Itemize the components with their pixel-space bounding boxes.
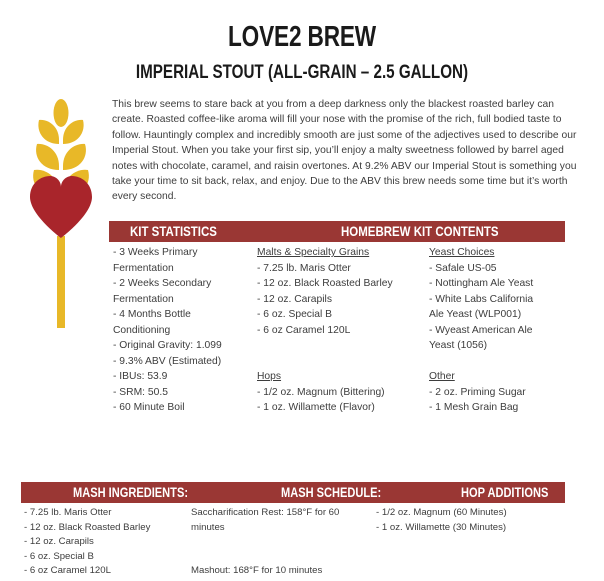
list-item: - 1 oz. Willamette (Flavor) (257, 402, 375, 413)
homebrew-kit-contents-heading: HOMEBREW KIT CONTENTS (341, 223, 499, 239)
list-item: - Safale US-05 (429, 262, 497, 274)
stats-banner (109, 221, 565, 242)
wheat-grain-icon (36, 144, 59, 170)
wheat-heart-logo (20, 96, 102, 328)
list-item: - 6 oz Caramel 120L (257, 324, 351, 336)
yeast-and-other-column (422, 245, 572, 416)
list-item: - 1 Mesh Grain Bag (429, 402, 519, 413)
list-item: - 12 oz. Black Roasted Barley (24, 521, 151, 533)
mash-ingredients-column (21, 506, 188, 579)
list-item: Fermentation (113, 293, 174, 305)
list-item: - 3 Weeks Primary (113, 247, 198, 258)
wheat-grain-icon (63, 120, 84, 144)
malts-and-hops-column (250, 245, 422, 416)
list-item: Yeast (1056) (429, 340, 488, 351)
list-item: - 1/2 oz. Magnum (Bittering) (257, 386, 385, 398)
list-item: - 12 oz. Carapils (24, 536, 94, 548)
list-item: - 2 oz. Priming Sugar (429, 386, 526, 398)
other-heading: Other (429, 371, 455, 382)
stats-body (109, 245, 575, 416)
mash-schedule-heading: MASH SCHEDULE: (281, 485, 382, 500)
spacer (191, 535, 373, 550)
spacer (257, 338, 422, 354)
malts-heading: Malts & Specialty Grains (257, 247, 370, 258)
mash-ingredients-heading: MASH INGREDIENTS: (73, 485, 189, 500)
list-item: - SRM: 50.5 (113, 386, 168, 398)
spacer (191, 550, 373, 565)
list-item: - 12 oz. Black Roasted Barley (257, 278, 393, 289)
wheat-grain-icon (38, 120, 59, 144)
list-item: - Wyeast American Ale (429, 324, 533, 336)
list-item: Ale Yeast (WLP001) (429, 309, 522, 320)
wheat-grain-top-icon (54, 99, 69, 127)
hop-additions-heading: HOP ADDITIONS (461, 485, 549, 500)
list-item: - 12 oz. Carapils (257, 293, 332, 305)
logo-svg (20, 96, 102, 328)
list-item: - 7.25 lb. Maris Otter (257, 262, 351, 274)
mash-banner (21, 482, 565, 503)
spacer (257, 354, 422, 370)
list-item: Mashout: 168°F for 10 minutes (191, 565, 323, 577)
list-item: - Original Gravity: 1.099 (113, 340, 222, 351)
list-item: - White Labs California (429, 293, 534, 305)
hop-additions-column (373, 506, 573, 579)
kit-statistics-heading: KIT STATISTICS (130, 223, 217, 239)
spacer (429, 354, 572, 370)
yeast-heading: Yeast Choices (429, 247, 495, 258)
kit-statistics-column (109, 245, 250, 416)
wheat-grain-icon (63, 144, 86, 170)
mash-schedule-column (188, 506, 373, 579)
list-item: - 1/2 oz. Magnum (60 Minutes) (376, 507, 507, 518)
list-item: - 2 Weeks Secondary (113, 278, 212, 289)
list-item: Saccharification Rest: 158°F for 60 (191, 507, 340, 518)
list-item: - IBUs: 53.9 (113, 371, 168, 382)
mash-body (21, 506, 581, 579)
page-title: LOVE2 BREW (227, 21, 377, 53)
heart-icon (30, 176, 92, 238)
list-item: - 1 oz. Willamette (30 Minutes) (376, 521, 507, 533)
list-item: - 6 oz. Special B (24, 550, 94, 562)
page-subtitle: IMPERIAL STOUT (ALL-GRAIN – 2.5 GALLON) (135, 62, 469, 84)
list-item: - 4 Months Bottle (113, 309, 191, 320)
wheat-stalk-icon (57, 236, 65, 328)
list-item: - 7.25 lb. Maris Otter (24, 507, 112, 518)
hops-heading: Hops (257, 371, 282, 382)
list-item: - 60 Minute Boil (113, 402, 185, 413)
list-item: Fermentation (113, 262, 174, 274)
list-item: - 9.3% ABV (Estimated) (113, 355, 222, 367)
intro-paragraph: This brew seems to stare back at you from a deep darkness only the blackest roasted barley can create. Roasted coffee-like aroma will fill your nose with the promise of the rich, full bodied taste to follow. Hauntingly complex and incredibly smooth are just some of the adjectives used to describe our Imperial Stout. When you take your first sip, you’ll enjoy a malty sweetness followed by barrel aged notes with chocolate, caramel, and raisin overtones. At 9.2% ABV our Imperial Stout is something you take your time to sit back, relax, and enjoy. Due to the ABV this brew needs some time but it’s worth every second. (112, 99, 577, 203)
list-item: - 6 oz. Special B (257, 309, 332, 320)
list-item: - 6 oz Caramel 120L (24, 565, 111, 577)
list-item: Conditioning (113, 324, 171, 336)
list-item: - Nottingham Ale Yeast (429, 278, 534, 289)
list-item: minutes (191, 521, 225, 533)
